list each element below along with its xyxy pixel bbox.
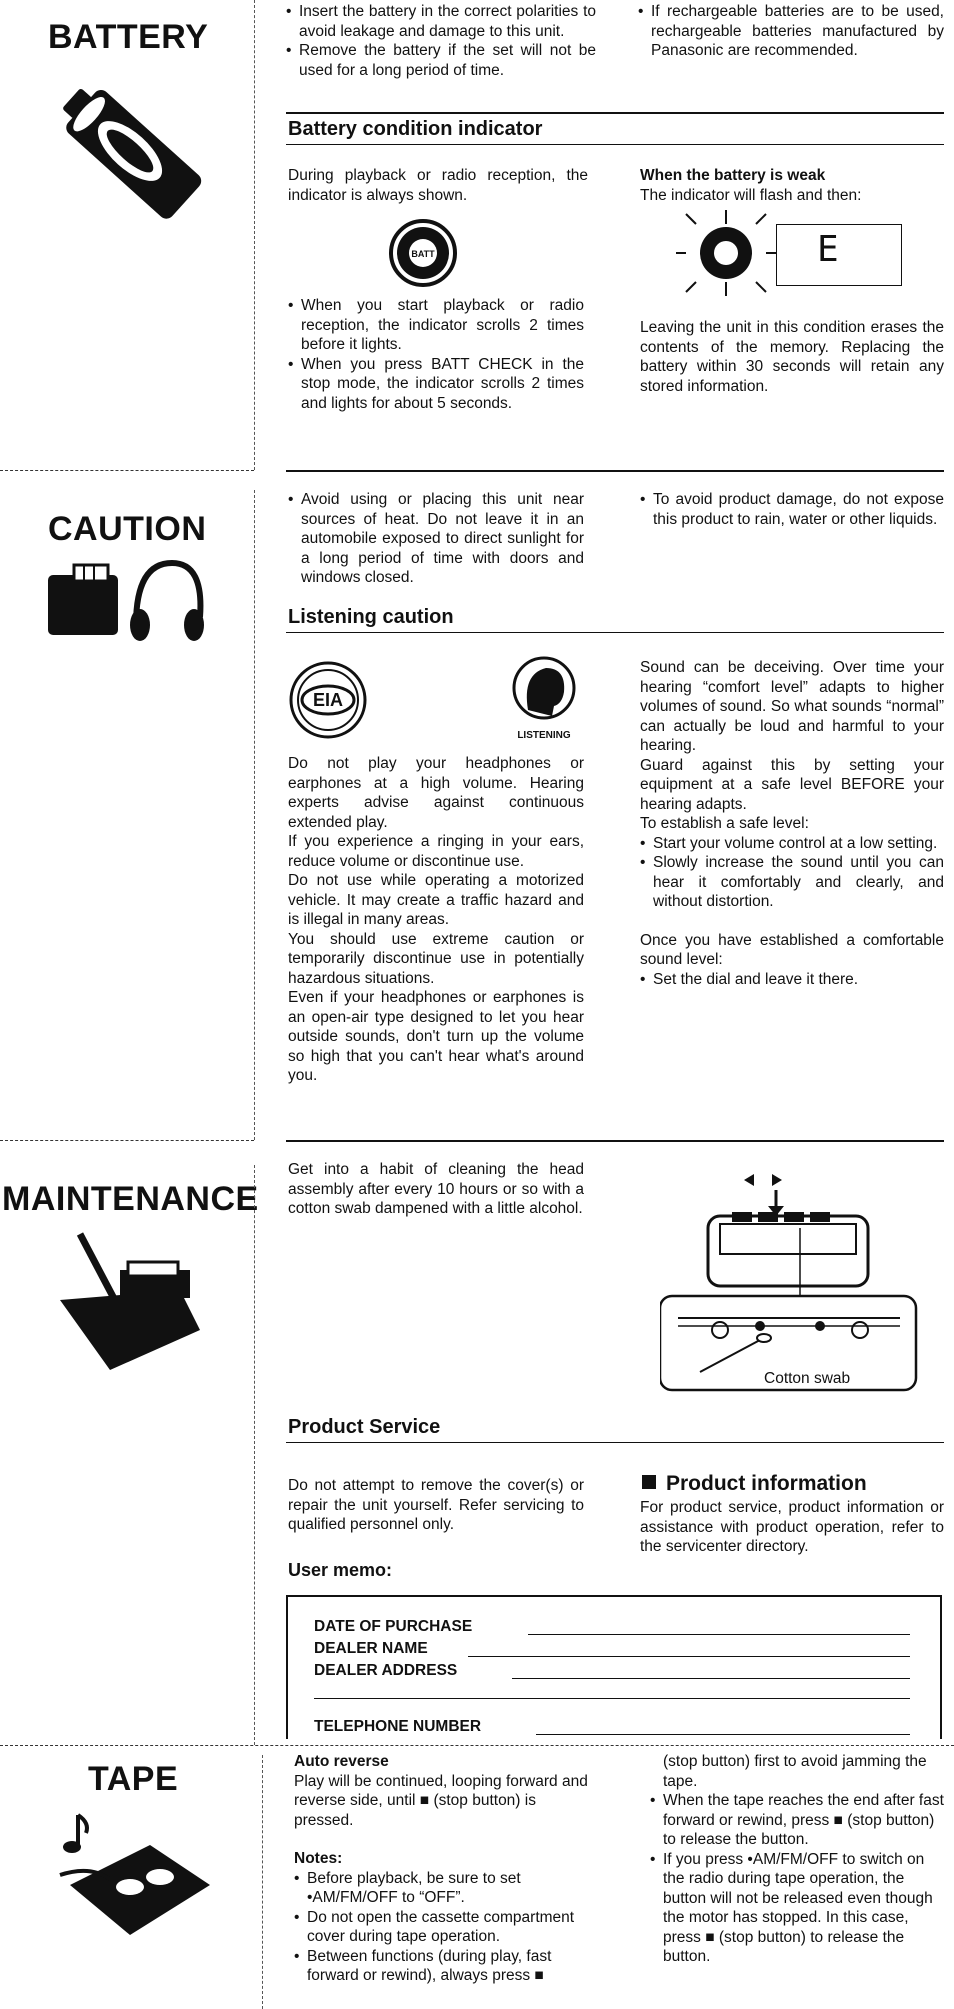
list-item: • When you press BATT CHECK in the stop mode, the indicator scrolls 2 times and lights for about 5 seconds. [288, 355, 584, 414]
battery-icon [50, 66, 210, 241]
flashing-batt-icon [676, 208, 776, 303]
memo-line-address-2[interactable] [314, 1698, 910, 1699]
head-cleaning-diagram [660, 1168, 924, 1401]
section-rule [286, 470, 944, 472]
memo-line-dealer-address[interactable] [512, 1678, 910, 1679]
product-service-heading: Product Service [288, 1416, 441, 1438]
column-divider [262, 1755, 263, 2009]
heading-underline [286, 1442, 944, 1443]
section-rule [286, 1140, 944, 1142]
product-info-text: For product service, product information or assistance with product operation, refer to the servicenter directory. [640, 1499, 944, 1555]
batt-icon-label: BATT [411, 249, 435, 259]
heading-underline [286, 144, 944, 145]
section-divider [0, 1745, 954, 1746]
battery-top-left [286, 2, 596, 80]
column-divider [254, 1165, 255, 1745]
listening-left [288, 754, 584, 1086]
listening-logo [506, 654, 582, 749]
list-item: • To avoid product damage, do not expose this product to rain, water or other liquids. [640, 490, 944, 529]
list-item: • Remove the battery if the set will not be used for a long period of time. [286, 41, 596, 80]
section-divider [0, 470, 254, 471]
weak-intro: The indicator will flash and then: [640, 186, 862, 204]
paragraph: To establish a safe level: [640, 815, 809, 832]
section-divider [0, 1140, 254, 1141]
paragraph: Even if your headphones or earphones is an open-air type designed to let you hear outside sounds, don't turn up the volume so high that you can't hear what's around you. [288, 989, 584, 1084]
indicator-bullets [288, 296, 584, 413]
list-item: • When you start playback or radio reception, the indicator scrolls 2 times before it lights. [288, 296, 584, 355]
paragraph: Do not play your headphones or earphones at a high volume. Hearing experts advise against continuous extended play. [288, 755, 584, 831]
listening-right [640, 658, 944, 989]
paragraph: Guard against this by setting your equipment at a safe level BEFORE your hearing adapts. [640, 756, 944, 813]
cassette-tape-icon [50, 1805, 220, 1960]
list-item: • Slowly increase the sound until you can hear it comfortably and clearly, and without distortion. [640, 853, 944, 912]
product-service-text: Do not attempt to remove the cover(s) or repair the unit yourself. Refer servicing to qualified personnel only. [288, 1477, 584, 1533]
memo-label-dealer-address: DEALER ADDRESS [314, 1662, 458, 1679]
list-item: • Insert the battery in the correct polarities to avoid leakage and damage to this unit. [286, 2, 596, 41]
user-memo-heading: User memo: [288, 1560, 393, 1580]
product-info-heading [642, 1472, 867, 1496]
list-item: • If rechargeable batteries are to be used, rechargeable batteries manufactured by Panasonic are recommended. [638, 2, 944, 61]
section-title-battery: BATTERY [48, 18, 209, 56]
heading-underline [286, 632, 944, 633]
weak-battery-body: Leaving the unit in this condition erases the contents of the memory. Replacing the battery within 30 seconds will retain any stored information. [640, 319, 944, 395]
list-item: • When the tape reaches the end after fast forward or rewind, press ■ (stop button) to release the button. [650, 1791, 946, 1850]
notes-heading: Notes: [294, 1850, 343, 1867]
cotton-swab-label: Cotton swab [764, 1370, 851, 1387]
caution-right [640, 490, 944, 529]
auto-reverse-heading: Auto reverse [294, 1753, 389, 1770]
tape-right [650, 1752, 946, 1967]
list-item: • Set the dial and leave it there. [640, 970, 944, 990]
weak-battery-block [640, 166, 944, 205]
battery-indicator-heading: Battery condition indicator [288, 118, 543, 140]
headphone-stereo-icon [44, 555, 204, 650]
weak-heading: When the battery is weak [640, 167, 826, 184]
section-title-maintenance: MAINTENANCE [2, 1180, 259, 1218]
listening-heading: Listening caution [288, 606, 454, 628]
cleaning-icon [50, 1230, 210, 1385]
paragraph: Do not use while operating a motorized vehicle. It may create a traffic hazard and is illegal in many areas. [288, 872, 584, 928]
paragraph: If you experience a ringing in your ears, reduce volume or discontinue use. [288, 833, 584, 870]
list-item: • Between functions (during play, fast forward or rewind), always press ■ [294, 1947, 594, 1986]
column-divider [254, 0, 255, 470]
batt-indicator-icon [388, 218, 458, 293]
memo-line-dealer-name[interactable] [468, 1656, 910, 1657]
column-divider [254, 490, 255, 1140]
list-item: • Start your volume control at a low setting. [640, 834, 944, 854]
memo-label-dealer-name: DEALER NAME [314, 1640, 428, 1657]
indicator-intro: During playback or radio reception, the indicator is always shown. [288, 167, 588, 204]
eia-logo-text: EIA [312, 690, 344, 710]
paragraph: (stop button) first to avoid jamming the tape. [663, 1753, 927, 1790]
list-item: • Avoid using or placing this unit near sources of heat. Do not leave it in an automobile exposed to direct sunlight for a long period of time with doors and windows closed. [288, 490, 584, 588]
heading-rule [286, 112, 944, 114]
memo-label-date: DATE OF PURCHASE [314, 1618, 473, 1635]
auto-reverse-text: Play will be continued, looping forward and reverse side, until ■ (stop button) is pressed. [294, 1772, 588, 1829]
paragraph: Sound can be deceiving. Over time your hearing “comfort level” adapts to higher volumes of sound. So what sounds “normal” can actually be loud and harmful to your hearing. [640, 659, 944, 754]
listening-logo-text: LISTENING [517, 730, 571, 741]
section-title-caution: CAUTION [48, 510, 207, 548]
tape-left [294, 1752, 594, 1986]
eia-logo [288, 660, 368, 745]
product-info-title: Product information [666, 1472, 867, 1495]
display-window [776, 224, 902, 286]
list-item: • Do not open the cassette compartment cover during tape operation. [294, 1908, 594, 1947]
paragraph: Once you have established a comfortable sound level: [640, 931, 944, 968]
memo-line-date[interactable] [528, 1634, 910, 1635]
battery-top-right [638, 2, 944, 61]
maintenance-text: Get into a habit of cleaning the head assembly after every 10 hours or so with a cotton swab dampened with a little alcohol. [288, 1161, 584, 1217]
square-bullet-icon [642, 1475, 656, 1489]
list-item: • If you press •AM/FM/OFF to switch on the radio during tape operation, the button will not be released even though the motor has stopped. In this case, press ■ (stop button) to release the button. [650, 1850, 946, 1967]
section-title-tape: TAPE [88, 1760, 179, 1798]
paragraph: You should use extreme caution or temporarily discontinue use in potentially hazardous situations. [288, 930, 584, 987]
caution-left [288, 490, 584, 588]
memo-line-telephone[interactable] [536, 1734, 910, 1735]
display-char: E [817, 229, 839, 270]
memo-label-telephone: TELEPHONE NUMBER [314, 1718, 482, 1735]
list-item: • Before playback, be sure to set •AM/FM/OFF to “OFF”. [294, 1869, 594, 1908]
